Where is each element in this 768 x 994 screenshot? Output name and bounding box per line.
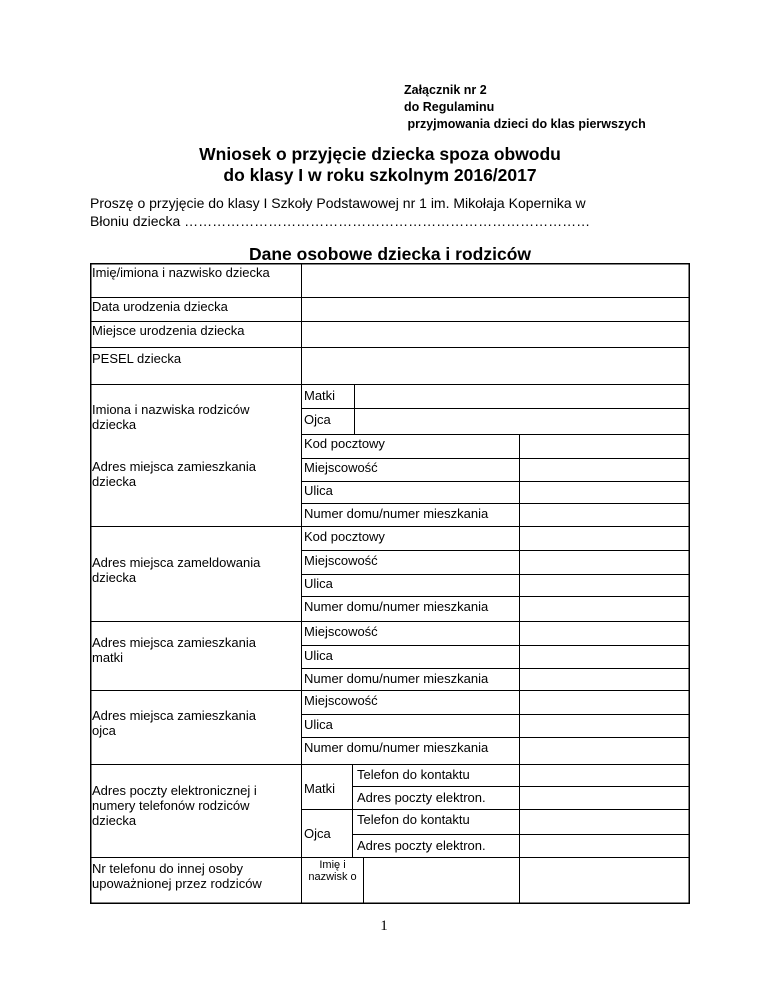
field-birth-place[interactable] bbox=[302, 322, 689, 347]
field-residence-address[interactable] bbox=[520, 435, 689, 526]
sub-phone-mother: Telefon do kontaktu bbox=[357, 767, 470, 782]
sub-house-number: Numer domu/numer mieszkania bbox=[304, 599, 489, 614]
sub-mother: Matki bbox=[304, 388, 336, 403]
title-line-2: do klasy I w roku szkolnym 2016/2017 bbox=[223, 165, 537, 185]
label-birth-date: Data urodzenia dziecka bbox=[92, 299, 228, 314]
sub-house-number: Numer domu/numer mieszkania bbox=[304, 671, 489, 686]
sub-name-surname: Imię i nazwisk o bbox=[308, 859, 357, 883]
sub-contact-mother: Matki bbox=[304, 781, 336, 796]
field-registration-address[interactable] bbox=[520, 527, 689, 621]
sub-postal-code: Kod pocztowy bbox=[304, 436, 385, 451]
label-parents-names: Imiona i nazwiska rodziców dziecka bbox=[92, 402, 250, 432]
sub-house-number: Numer domu/numer mieszkania bbox=[304, 740, 489, 755]
label-father-address: Adres miejsca zamieszkania ojca bbox=[92, 708, 257, 738]
field-contact[interactable] bbox=[520, 765, 689, 857]
field-child-name[interactable] bbox=[302, 264, 689, 297]
label-child-name: Imię/imiona i nazwisko dziecka bbox=[92, 265, 270, 280]
label-pesel: PESEL dziecka bbox=[92, 351, 182, 366]
field-father-address[interactable] bbox=[520, 691, 689, 764]
sub-email-father: Adres poczty elektron. bbox=[357, 838, 486, 853]
sub-phone-father: Telefon do kontaktu bbox=[357, 812, 470, 827]
field-birth-date[interactable] bbox=[302, 298, 689, 321]
label-authorized-phone: Nr telefonu do innej osoby upoważnionej przez rodziców bbox=[92, 861, 262, 891]
sub-street: Ulica bbox=[304, 717, 333, 732]
annex-line-2: do Regulaminu bbox=[404, 100, 495, 114]
field-father-name[interactable] bbox=[355, 409, 689, 434]
document-title bbox=[160, 144, 600, 186]
label-birth-place: Miejsce urodzenia dziecka bbox=[92, 323, 245, 338]
intro-line-1: Proszę o przyjęcie do klasy I Szkoły Podstawowej nr 1 im. Mikołaja Kopernika w bbox=[90, 195, 586, 211]
field-pesel[interactable] bbox=[302, 348, 689, 384]
sub-city: Miejscowość bbox=[304, 693, 378, 708]
label-mother-address: Adres miejsca zamieszkania matki bbox=[92, 635, 257, 665]
sub-city: Miejscowość bbox=[304, 460, 378, 475]
label-registration-address: Adres miejsca zameldowania dziecka bbox=[92, 555, 261, 585]
field-mother-address[interactable] bbox=[520, 622, 689, 690]
sub-street: Ulica bbox=[304, 483, 333, 498]
sub-city: Miejscowość bbox=[304, 624, 378, 639]
annex-header bbox=[404, 82, 646, 133]
sub-contact-father: Ojca bbox=[304, 826, 331, 841]
field-authorized-phone[interactable] bbox=[520, 858, 689, 903]
sub-street: Ulica bbox=[304, 648, 333, 663]
sub-email-mother: Adres poczty elektron. bbox=[357, 790, 486, 805]
field-authorized-name[interactable] bbox=[364, 858, 519, 903]
personal-data-table bbox=[90, 263, 690, 904]
sub-city: Miejscowość bbox=[304, 553, 378, 568]
section-heading: Dane osobowe dziecka i rodziców bbox=[248, 244, 531, 264]
sub-postal-code: Kod pocztowy bbox=[304, 529, 385, 544]
field-mother-name[interactable] bbox=[355, 385, 689, 408]
label-contact: Adres poczty elektronicznej i numery telefonów rodziców dziecka bbox=[92, 783, 257, 828]
annex-line-3: przyjmowania dzieci do klas pierwszych bbox=[404, 117, 646, 131]
sub-street: Ulica bbox=[304, 576, 333, 591]
page-number: 1 bbox=[380, 918, 388, 934]
intro-line-2: Błoniu dziecka …………………………………………………………………………… bbox=[90, 213, 591, 229]
title-line-1: Wniosek o przyjęcie dziecka spoza obwodu bbox=[199, 144, 561, 164]
sub-father: Ojca bbox=[304, 412, 331, 427]
annex-line-1: Załącznik nr 2 bbox=[404, 83, 487, 97]
label-residence-address: Adres miejsca zamieszkania dziecka bbox=[92, 459, 257, 489]
intro-paragraph bbox=[90, 194, 690, 230]
sub-house-number: Numer domu/numer mieszkania bbox=[304, 506, 489, 521]
